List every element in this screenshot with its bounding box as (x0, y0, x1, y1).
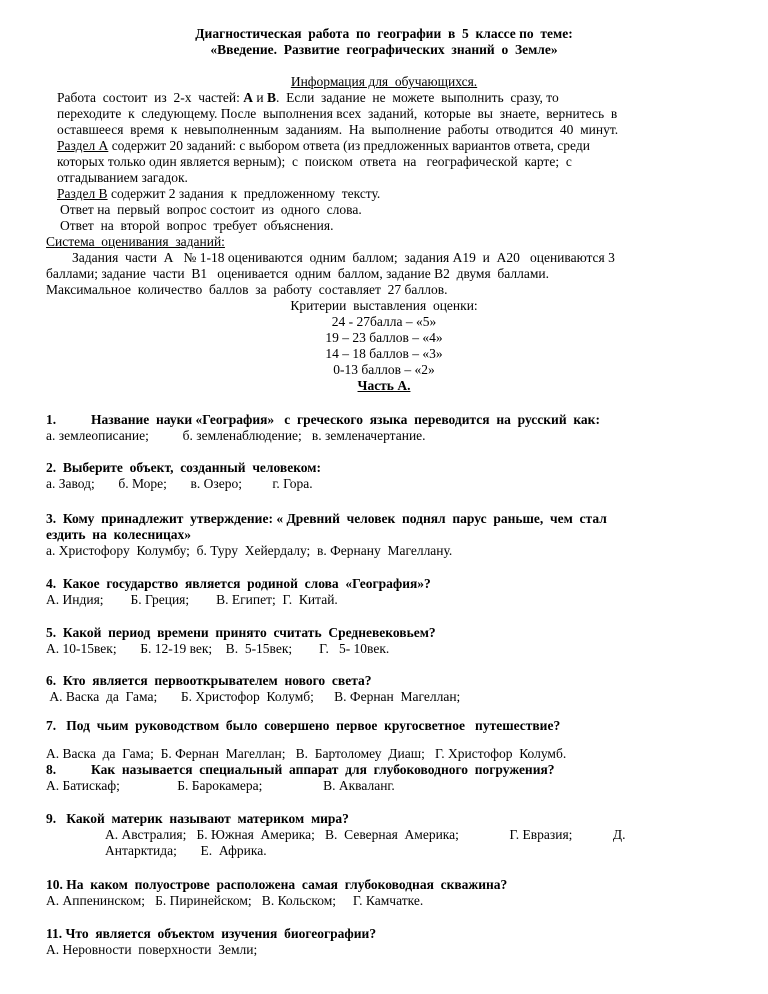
grading-line-1: Задания части А № 1-18 оцениваются одним баллом; задания А19 и А20 оцениваются 3 (72, 250, 615, 265)
section-a-desc: Раздел А содержит 20 заданий: с выбором ответа (из предложенных вариантов ответа, среди (57, 138, 590, 153)
question-10-text: 10. На каком полуострове расположена самая глубоководная скважина? (46, 877, 508, 892)
question-6-text: 6. Кто является первооткрывателем нового света? (46, 673, 372, 688)
question-3-text: 3. Кому принадлежит утверждение: « Древний человек поднял парус раньше, чем стал (46, 511, 607, 526)
grading-line-3: Максимальное количество баллов за работу составляет 27 баллов. (46, 282, 448, 297)
question-10-answers: А. Аппенинском; Б. Пиринейском; В. Кольском; Г. Камчатке. (46, 893, 424, 908)
grading-heading: Система оценивания заданий: (46, 234, 225, 249)
question-4-text: 4. Какое государство является родиной слова «География»? (46, 576, 431, 591)
question-5-text: 5. Какой период времени принято считать Средневековьем? (46, 625, 436, 640)
question-7-text: 7. Под чьим руководством было совершено первое кругосветное путешествие? (46, 718, 561, 733)
question-1-answers: а. землеописание; б. земленаблюдение; в. земленачертание. (46, 428, 426, 443)
question-3-answers: а. Христофору Колумбу; б. Туру Хейердалу; в. Фернану Магеллану. (46, 543, 453, 558)
title-line-1: Диагностическая работа по географии в 5 классе по теме: (195, 26, 573, 41)
question-8-text: Как называется специальный аппарат для глубоководного погружения? (91, 762, 555, 777)
question-8-number: 8. (46, 762, 57, 777)
question-9-answers-cont: Антарктида; Е. Африка. (105, 843, 267, 858)
question-4-answers: А. Индия; Б. Греция; В. Египет; Г. Китай. (46, 592, 338, 607)
question-3-text-cont: ездить на колесницах» (46, 527, 192, 542)
question-9-answers: А. Австралия; Б. Южная Америка; В. Северная Америка; Г. Евразия; Д. (105, 827, 626, 842)
grading-line-2: баллами; задание части В1 оценивается одним баллом, задание В2 двумя баллами. (46, 266, 550, 281)
question-11-answers: А. Неровности поверхности Земли; (46, 942, 258, 957)
question-8-answers: А. Батискаф; Б. Барокамера; В. Акваланг. (46, 778, 395, 793)
question-1-number: 1. (46, 412, 57, 427)
criteria-title: Критерии выставления оценки: (290, 298, 478, 313)
question-5-answers: А. 10-15век; Б. 12-19 век; В. 5-15век; Г. 5- 10век. (46, 641, 390, 656)
info-line-1: Работа состоит из 2-х частей: А и В. Если задание не можете выполнить сразу, то (57, 90, 559, 105)
info-line-3: оставшееся время к невыполненным заданиям. На выполнение работы отводится 40 минут. (57, 122, 619, 137)
info-line-6: отгадыванием загадок. (57, 170, 188, 185)
criteria-grade-2: 0-13 баллов – «2» (333, 362, 435, 377)
title-line-2: «Введение. Развитие географических знаний о Земле» (210, 42, 558, 57)
criteria-grade-4: 19 – 23 баллов – «4» (325, 330, 443, 345)
info-line-2: переходите к следующему. После выполнения всех заданий, которые вы знаете, вернитесь в (57, 106, 618, 121)
info-line-9: Ответ на второй вопрос требует объяснения. (60, 218, 334, 233)
section-b-desc: Раздел В содержит 2 задания к предложенному тексту. (57, 186, 381, 201)
question-11-text: 11. Что является объектом изучения биогеографии? (46, 926, 377, 941)
question-9-text: 9. Какой материк называют материком мира? (46, 811, 349, 826)
question-6-answers: А. Васка да Гама; Б. Христофор Колумб; В. Фернан Магеллан; (46, 689, 461, 704)
info-heading: Информация для обучающихся. (290, 74, 478, 89)
info-line-5: которых только один является верным); с поиском ответа на географической карте; с (57, 154, 572, 169)
question-2-answers: а. Завод; б. Море; в. Озеро; г. Гора. (46, 476, 313, 491)
part-a-heading: Часть А. (357, 378, 411, 393)
question-7-answers: А. Васка да Гама; Б. Фернан Магеллан; В. Бартоломеу Диаш; Г. Христофор Колумб. (46, 746, 567, 761)
info-line-8: Ответ на первый вопрос состоит из одного слова. (60, 202, 362, 217)
question-2-text: 2. Выберите объект, созданный человеком: (46, 460, 321, 475)
criteria-grade-5: 24 - 27балла – «5» (331, 314, 437, 329)
criteria-grade-3: 14 – 18 баллов – «3» (325, 346, 443, 361)
question-1-text: Название науки «География» с греческого языка переводится на русский как: (91, 412, 600, 427)
